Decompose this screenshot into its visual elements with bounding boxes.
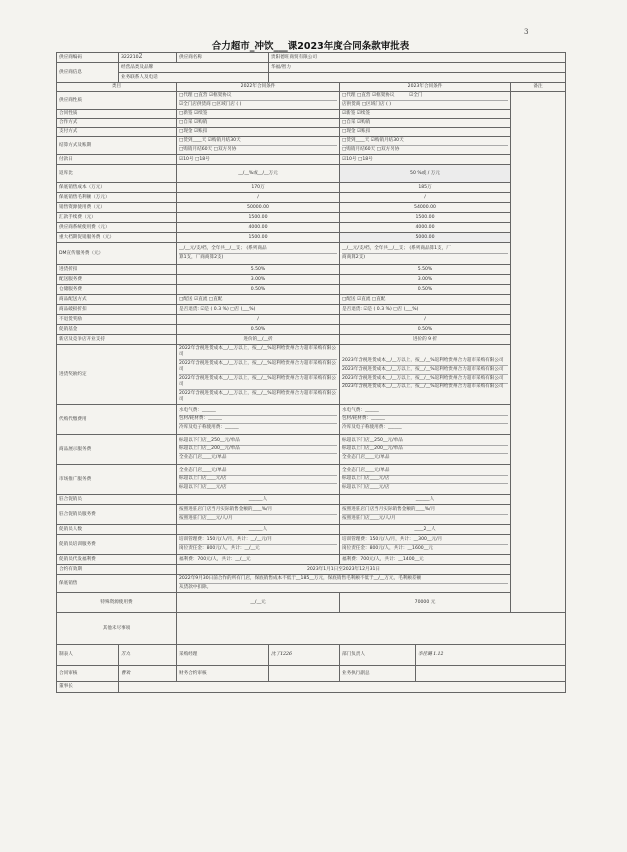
cell-2023: 是否退货: ☑是 ( 0.3 %) □否 (___%) [340,305,511,315]
cell-2023: ☑新签 ☑续签 [340,110,511,119]
row-label: 其他未尽事项 [57,613,177,645]
cell-2022: / [177,315,340,325]
chairman-label: 董事长 [57,682,119,693]
row-label: 促销员培训服务费 [57,535,177,555]
cell-2022: 进价的__/__折 [177,335,340,345]
row-label: 供应商性质 [57,92,177,110]
cell-2023: 3.00% [340,275,511,285]
cell-2023: / [340,315,511,325]
cell-2022: 按照进驻店门店当月实际销售金额的____%/月 按照进驻门店____元/人/月 [177,505,340,525]
cell-2023: 福利费：700元/人，共计：__1400__元 [340,555,511,565]
row-label: 促销员代发福利费 [57,555,177,565]
maker-label: 制表人 [57,645,119,666]
cell-2023: 标超以下门店__250__元/单品 标超以上门店__200__元/单品 全业态门店____元/单品 [340,435,511,465]
row-label: 保底销售成本（万元） [57,183,177,193]
cell-2022: 4000.00 [177,223,340,233]
audit-label: 合同审核 [57,666,119,682]
cell-2023: 5.50% [340,265,511,275]
row-label: 仓储服务费 [57,285,177,295]
row-label: 驻合促销员服务费 [57,505,177,525]
cell-2022: ______人 [177,495,340,505]
finance-label: 财务合约审核 [177,666,269,682]
cell-2023: 54000.00 [340,203,511,213]
cell-2022: □货到____天 ☑购销月结30天 □购销月结60天 □双方另协 [177,137,340,155]
cell-2022: 170万 [177,183,340,193]
cell-2022: 1500.00 [177,213,340,223]
row-label: 保底销售毛利额（万元） [57,193,177,203]
cell-2022: 全业态门店____元/单品 标超以上门店____元/店 标超以下门店____元/店 [177,465,340,495]
cell-2023: 1500.00 [340,213,511,223]
guarantee-sale: 2022年9月30日前合作的所有门店，保底销售成本不低于__185__万元，保底销售毛利额不低于__/__万元，毛利额差额 从货款中扣除。 [177,575,511,593]
row-label: 合同性质 [57,110,177,119]
contact-label: 业务联系人及电话 [119,73,269,83]
cell-2023: 50 %或 / 万元 [340,165,511,183]
cell-2022: □配送 ☑直流 □直配 [177,295,340,305]
cell-2022: ☑10号 □18号 [177,155,340,165]
cell-2022: □新签 ☑续签 [177,110,340,119]
cell-2023: 2023年含税进货成本__/__万以上，按__/__%返利给贵州合力超市采购有限公司 2023年含税进货成本__/__万以上，按__/__%返利给贵州合力超市采购有限公司 2023年含税进货成本__/__万以上，按__/__%返利给贵州合力超市采购有限公司 2023年含税进货成本__/__万以上，按__/__%返利给贵州合力超市采购有限公司 [340,345,511,405]
col-category: 类目 [57,83,177,92]
cell-2022: / [177,193,340,203]
row-label: 代购代缴费用 [57,405,177,435]
row-label: 汇款手续费（元） [57,213,177,223]
buyer-label: 采购经理 [177,645,269,666]
audit-signature: 曹欢 [119,666,177,682]
row-label: 进货折扣 [57,265,177,275]
row-label: 特殊资源使用费 [57,593,177,613]
supplier-info-label: 供应商信息 [57,63,119,83]
cell-2022: 培训管理费：150元/人/月，共计：__/__元/月 岗位责任金：800元/人，共计：__/__元 [177,535,340,555]
row-label: 商品展示服务费 [57,435,177,465]
row-label: 销售资源使用费（元） [57,203,177,213]
row-label: 商品破损折扣 [57,305,177,315]
dept-label: 部门负责人 [340,645,416,666]
cell-2023: □现金 ☑账扣 [340,128,511,137]
cell-2023: 全业态门店____元/单品 标超以上门店____元/店 标超以下门店____元/店 [340,465,511,495]
row-label: 促销基金 [57,325,177,335]
row-label: 保底销售 [57,575,177,593]
cell-2022: □自采 ☑购销 [177,119,340,128]
col-2023: 2023年合同条件 [340,83,511,92]
cell-2022: 福利费：700元/人，共计：__/__元 [177,555,340,565]
supplier-code-label: 供应商编码 [57,53,119,63]
row-label: 重大档期促销服务费（元） [57,233,177,243]
cell-2022: 50000.00 [177,203,340,213]
page-number: 3 [524,28,529,36]
col-2022: 2022年合同条件 [177,83,340,92]
cell-2023: □配送 ☑直流 □直配 [340,295,511,305]
row-label: 驻合促销员 [57,495,177,505]
cell-2023: 4000.00 [340,223,511,233]
cell-2023: __/__元/支/档，全年共__/__支； (系列商品算1支，厂 商商算2支) [340,243,511,265]
row-label: 合约有效期 [57,565,177,575]
row-label: 合作方式 [57,119,177,128]
cell-2023: □货到____天 ☑购销月结30天 □购销月结60天 □双方另协 [340,137,511,155]
row-label: 供应商系统使用费（元） [57,223,177,233]
remarks-column [511,92,566,613]
supplier-name: 贵阳德旺商贸有限公司 [269,53,566,63]
cell-2022: ______人 [177,525,340,535]
contract-period: 2023年1月1日至2023年12月31日 [177,565,511,575]
row-label: 进货奖励约定 [57,345,177,405]
cell-2022: 3.00% [177,275,340,285]
biz-signature [416,666,566,682]
buyer-signature: 沈了1226 [269,645,340,666]
cell-2022: □代理 □直营 ☑框架协议 ☑全门店供货商 □区域门店 ( ) [177,92,340,110]
cell-2023: □代理 □直营 ☑框架协议 ☑全门 店供货商 □区域门店 ( ) [340,92,511,110]
cell-2022: 0.50% [177,325,340,335]
row-label: 支付方式 [57,128,177,137]
row-label: 结算方式及账期 [57,137,177,155]
row-label: DM宣传服务费（元） [57,243,177,265]
contact-value [269,73,566,83]
cell-2023: 185万 [340,183,511,193]
row-label: 商品配送方式 [57,295,177,305]
cell-2022: __/__元 [177,593,340,613]
cell-2022: 水电气费：______ 包材/耗材费：______ 冷库及电子称使用费：______ [177,405,340,435]
biz-label: 业务执行副总 [340,666,416,682]
cell-2023: ____2__人 [340,525,511,535]
cell-2022: __/__%或__/__万元 [177,165,340,183]
cell-2023: ______人 [340,495,511,505]
cell-2023: 70000 元 [340,593,511,613]
cell-2023: 0.50% [340,285,511,295]
cell-2022: 1500.00 [177,233,340,243]
cell-2022: 是否退货: ☑是 ( 0.3 %) □否 (___%) [177,305,340,315]
cell-2023: 0.50% [340,325,511,335]
cell-2023: 培训管理费：150元/人/月，共计：__300__元/月 岗位责任金：800元/人，共计：__1600__元 [340,535,511,555]
supplier-name-label: 供应商名称 [177,53,269,63]
row-label: 市场推广服务费 [57,465,177,495]
approval-table [56,52,566,693]
cell-2023: 按照进驻店门店当月实际销售金额的____%/月 按照进驻门店____元/人/月 [340,505,511,525]
form-title: 合力超市_冲饮___课2023年度合同条款审批表 [211,41,410,52]
chairman-signature [119,682,566,693]
cell-2022: □现金 ☑账扣 [177,128,340,137]
cell-2023: ☑10号 □18号 [340,155,511,165]
row-label: 促销员人数 [57,525,177,535]
cell-2023: □自采 ☑购销 [340,119,511,128]
cell-2023: / [340,193,511,203]
cell-2023: 5000.00 [340,233,511,243]
row-label: 不退货奖励 [57,315,177,325]
brand-label: 经营品类及品牌 [119,63,269,73]
cell-2022: 2022年含税进货成本__/__万以上，按__/__%返利给贵州合力超市采购有限公司 2022年含税进货成本__/__万以上，按__/__%返利给贵州合力超市采购有限公司 2022年含税进货成本__/__万以上，按__/__%返利给贵州合力超市采购有限公司 2022年含税进货成本__/__万以上，按__/__%返利给贵州合力超市采购有限公司 [177,345,340,405]
cell-2022: 5.50% [177,265,340,275]
finance-signature [269,666,340,682]
dept-signature: 李佳璐 1.12 [416,645,566,666]
supplier-code: 3222102 [119,53,177,63]
cell-2022: 0.50% [177,285,340,295]
cell-2022: 标超以下门店__250__元/单品 标超以上门店__200__元/单品 全业态门店____元/单品 [177,435,340,465]
other-value [177,613,566,645]
brand-value: 华福/智力 [269,63,566,73]
cell-2023: 进价的 9 折 [340,335,511,345]
row-label: 付款日 [57,155,177,165]
cell-2023: 水电气费：______ 包材/耗材费：______ 冷库及电子称使用费：______ [340,405,511,435]
row-label: 新店及竞争店开业支持 [57,335,177,345]
cell-2022: __/__元/支/档，全年共__/__支； (系列商品 算1支，厂商商算2支) [177,243,340,265]
col-remarks: 备注 [511,83,566,92]
maker-signature: 万九 [119,645,177,666]
row-label: 返库比 [57,165,177,183]
row-label: 配送服务费 [57,275,177,285]
